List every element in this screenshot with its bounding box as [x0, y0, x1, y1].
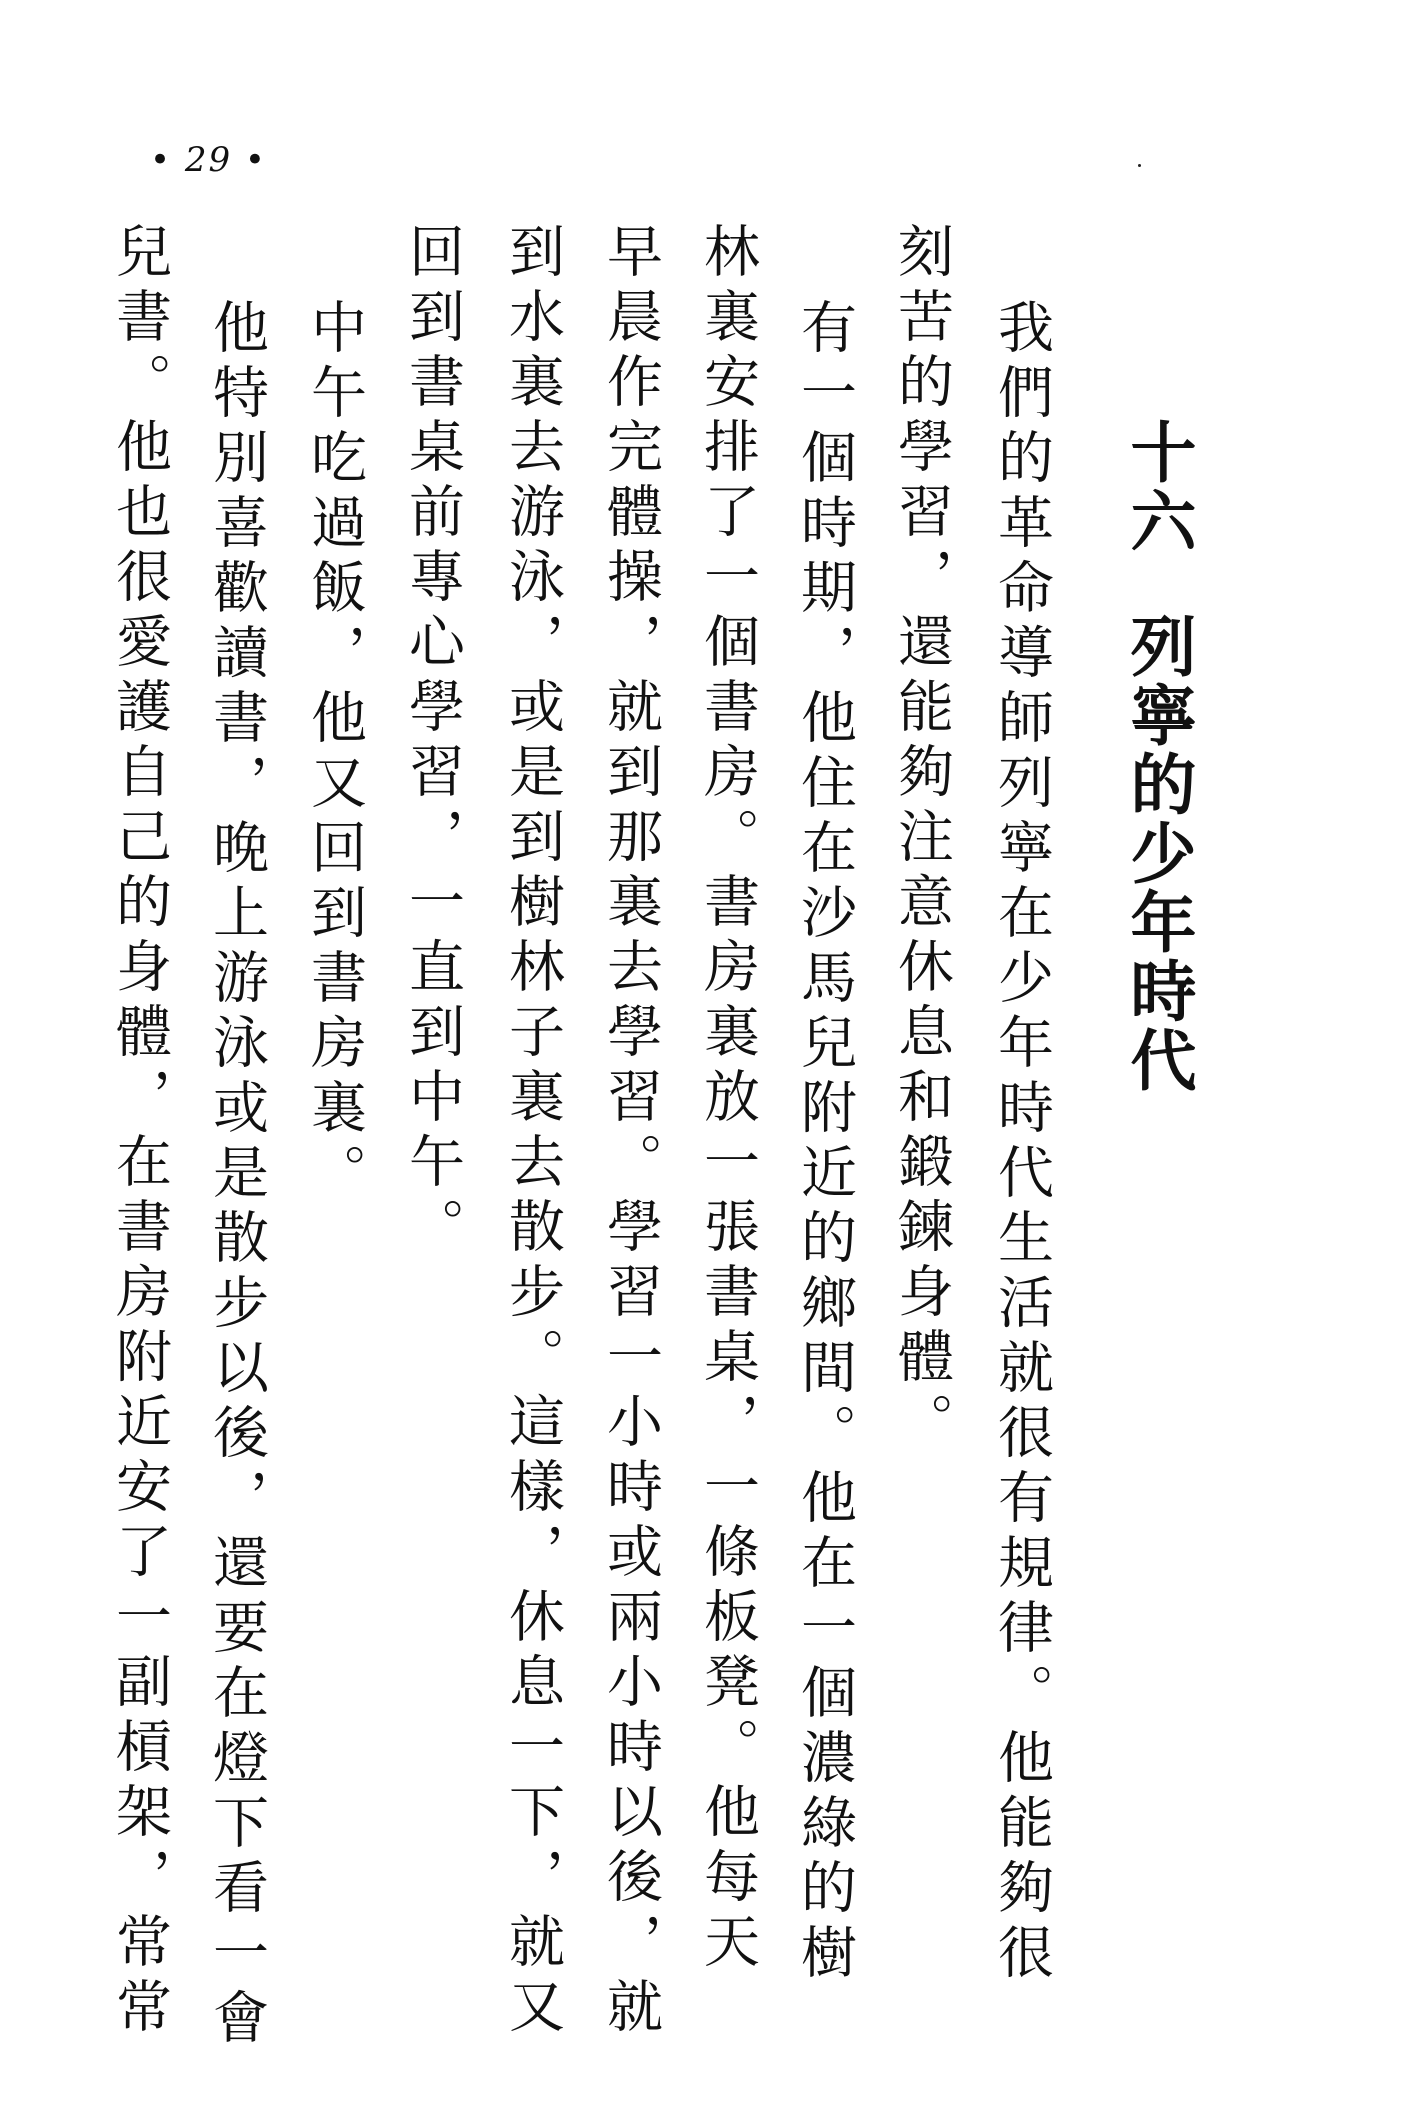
page-number: • 29 • [150, 140, 267, 180]
text-column: 他特別喜歡讀書，晚上游泳或是散步以後，還要在燈下看一會 [204, 298, 269, 2053]
text-column: 有一個時期，他住在沙馬兒附近的鄉間。他在一個濃綠的樹 [792, 298, 857, 1988]
text-column: 早晨作完體操，就到那裏去學習。學習一小時或兩小時以後，就 [598, 222, 663, 2042]
text-column: 中午吃過飯，他又回到書房裏。 [302, 298, 367, 1208]
chapter-number: 十六 [1119, 418, 1197, 556]
text-column: 林裏安排了一個書房。書房裏放一張書桌，一條板凳。他每天 [695, 222, 760, 1977]
stray-dot [1138, 164, 1141, 167]
chapter-title [1119, 418, 1197, 1095]
text-column: 兒書。他也很愛護自己的身體，在書房附近安了一副槓架，常常 [107, 222, 172, 2042]
text-column: 到水裏去游泳，或是到樹林子裏去散步。這樣，休息一下，就又 [500, 222, 565, 2042]
text-column: 刻苦的學習，還能夠注意休息和鍛鍊身體。 [889, 222, 954, 1457]
text-column: 回到書桌前專心學習，一直到中午。 [400, 222, 465, 1262]
chapter-title-text: 列寧的少年時代 [1119, 612, 1197, 1095]
text-column: 我們的革命導師列寧在少年時代生活就很有規律。他能夠很 [989, 298, 1054, 1988]
